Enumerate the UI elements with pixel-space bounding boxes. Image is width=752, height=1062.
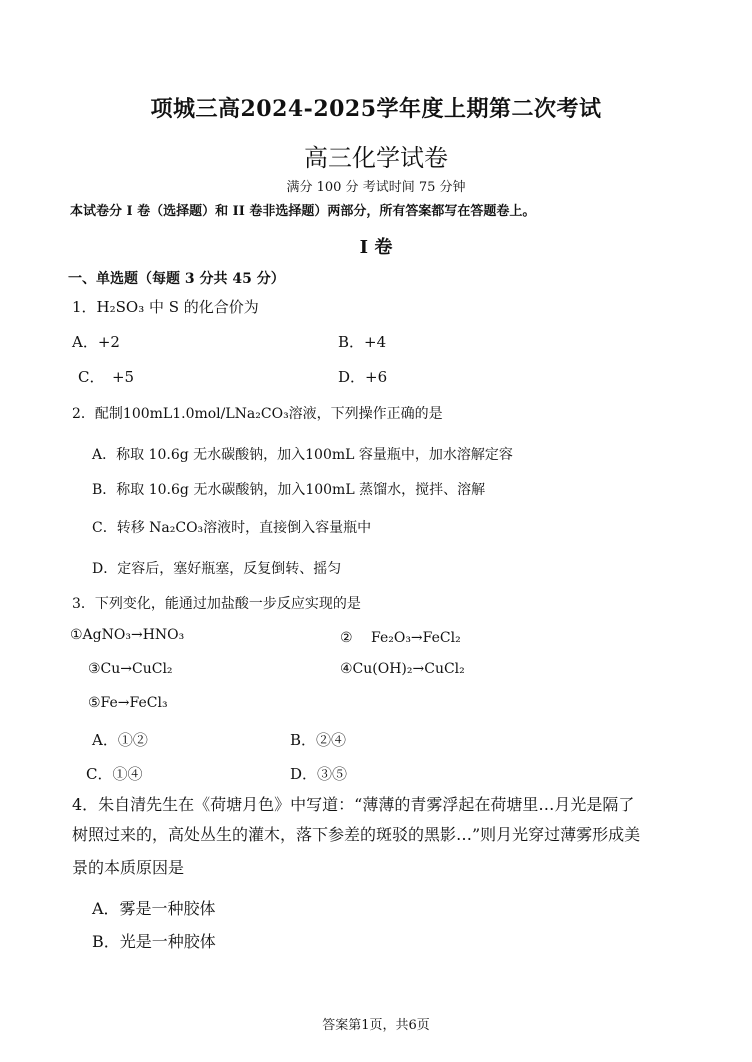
change-3: ③Cu→CuCl₂ [88, 661, 173, 677]
question-1 [72, 296, 259, 317]
option-3c: C．①④ [86, 765, 143, 783]
question-stem: H₂SO₃ 中 S 的化合价为 [96, 298, 259, 316]
option-1d: D．+6 [338, 368, 388, 386]
volume-heading: I 卷 [359, 237, 393, 258]
option-2a: A．称取 10.6g 无水碳酸钠，加入100mL 容量瓶中，加水溶解定容 [92, 447, 513, 463]
question-number: 3． [72, 596, 95, 612]
option-2b: B．称取 10.6g 无水碳酸钠，加入100mL 蒸馏水，搅拌、溶解 [92, 482, 486, 498]
option-3d: D．③⑤ [290, 765, 348, 783]
option-1b: B．+4 [338, 333, 387, 351]
question-2 [72, 403, 443, 423]
option-3b: B．②④ [290, 731, 347, 749]
exam-instructions: 本试卷分 I 卷（选择题）和 II 卷非选择题）两部分，所有答案都写在答题卷上。 [70, 204, 536, 219]
change-2: ② Fe₂O₃→FeCl₂ [340, 630, 461, 646]
question-number: 2． [72, 406, 95, 422]
question-3 [72, 593, 361, 613]
option-1a: A．+2 [72, 333, 120, 351]
exam-subtitle: 高三化学试卷 [304, 144, 448, 172]
question-4-line-2: 树照过来的，高处丛生的灌木，落下参差的斑驳的黑影…”则月光穿过薄雾形成美 [72, 825, 641, 844]
exam-meta: 满分 100 分 考试时间 75 分钟 [286, 180, 466, 195]
question-4-line-3: 景的本质原因是 [72, 858, 185, 877]
option-4a: A．雾是一种胶体 [92, 899, 216, 918]
change-4: ④Cu(OH)₂→CuCl₂ [340, 661, 465, 677]
option-3a: A．①② [92, 731, 148, 749]
option-1c: C． +5 [78, 368, 135, 386]
option-2d: D．定容后，塞好瓶塞，反复倒转、摇匀 [92, 561, 342, 577]
question-number: 1． [72, 298, 97, 316]
question-stem: 下列变化，能通过加盐酸一步反应实现的是 [94, 596, 361, 612]
section-title: 一、单选题（每题 3 分共 45 分） [68, 271, 285, 287]
question-4-line-1: 4．朱自清先生在《荷塘月色》中写道：“薄薄的青雾浮起在荷塘里…月光是隔了 [72, 795, 635, 814]
option-4b: B．光是一种胶体 [92, 932, 216, 951]
change-5: ⑤Fe→FeCl₃ [88, 695, 168, 711]
exam-title: 项城三高2024-2025学年度上期第二次考试 [150, 96, 602, 122]
option-2c: C．转移 Na₂CO₃溶液时，直接倒入容量瓶中 [92, 520, 372, 536]
change-1: ①AgNO₃→HNO₃ [70, 627, 185, 643]
page-footer: 答案第1页，共6页 [322, 1018, 430, 1033]
question-stem: 配制100mL1.0mol/LNa₂CO₃溶液，下列操作正确的是 [94, 406, 443, 422]
